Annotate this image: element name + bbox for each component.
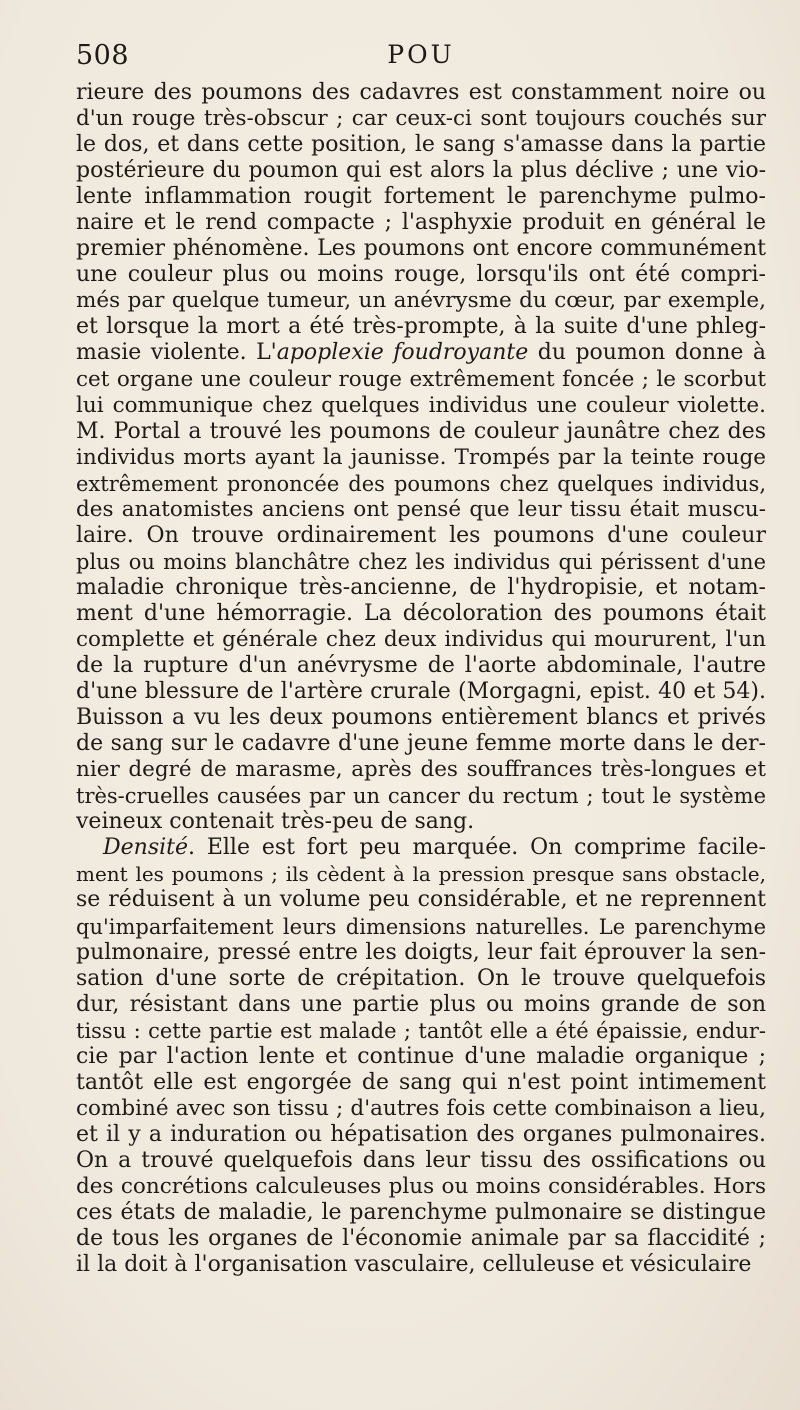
text-line: lui communique chez quelques individus une couleur violette. bbox=[76, 392, 766, 418]
text-line: On a trouvé quelquefois dans leur tissu des ossifications ou bbox=[76, 1147, 766, 1173]
text-line: ment d'une hémorragie. La décoloration des poumons était bbox=[76, 600, 766, 626]
text-line: d'un rouge très-obscur ; car ceux-ci sont toujours couchés sur bbox=[76, 106, 766, 132]
text-line: ment les poumons ; ils cèdent à la pression presque sans obstacle, bbox=[76, 862, 766, 887]
paragraph bbox=[76, 80, 766, 835]
text-line: rieure des poumons des cadavres est constamment noire ou bbox=[76, 80, 766, 105]
text-line: et lorsque la mort a été très-prompte, à la suite d'une phleg- bbox=[76, 314, 766, 340]
text-line: lente inflammation rougit fortement le parenchyme pulmo- bbox=[76, 184, 766, 210]
running-head: POU bbox=[387, 40, 455, 69]
italic-term: Densité bbox=[103, 835, 189, 861]
text-line: sation d'une sorte de crépitation. On le trouve quelquefois bbox=[76, 965, 766, 991]
italic-term: apoplexie foudroyante bbox=[276, 340, 529, 366]
text-line: individus morts ayant la jaunisse. Trompés par la teinte rouge bbox=[76, 444, 766, 470]
text-line: tantôt elle est engorgée de sang qui n'est point intimement bbox=[76, 1069, 766, 1095]
text-line: M. Portal a trouvé les poumons de couleur jaunâtre chez des bbox=[76, 418, 766, 444]
text-line: dur, résistant dans une partie plus ou moins grande de son bbox=[76, 991, 766, 1017]
text-line: ces états de maladie, le parenchyme pulmonaire se distingue bbox=[76, 1200, 766, 1226]
text-line: Buisson a vu les deux poumons entièrement blancs et privés bbox=[76, 705, 766, 731]
text-line: d'une blessure de l'artère crurale (Morgagni, epist. 40 et 54). bbox=[76, 679, 766, 705]
page-header bbox=[76, 40, 766, 80]
text-run: masie violente. L' bbox=[76, 340, 277, 366]
text-run: . Elle est fort peu marquée. On comprime facile- bbox=[188, 835, 766, 861]
text-line: cie par l'action lente et continue d'une maladie organique ; bbox=[76, 1043, 766, 1069]
text-line: maladie chronique très-ancienne, de l'hydropisie, et notam- bbox=[76, 574, 766, 600]
text-line: veineux contenait très-peu de sang. bbox=[76, 809, 475, 835]
text-line: et il y a induration ou hépatisation des organes pulmonaires. bbox=[76, 1121, 766, 1147]
text-line: qu'imparfaitement leurs dimensions naturelles. Le parenchyme bbox=[76, 914, 766, 939]
text-line: des anatomistes anciens ont pensé que leur tissu était muscu- bbox=[76, 496, 766, 522]
text-line: cet organe une couleur rouge extrêmement foncée ; le scorbut bbox=[76, 366, 766, 392]
text-line: combiné avec son tissu ; d'autres fois cette combinaison a lieu, bbox=[76, 1095, 766, 1121]
text-line: de la rupture d'un anévrysme de l'aorte abdominale, l'autre bbox=[76, 653, 766, 679]
page-number: 508 bbox=[76, 40, 130, 71]
text-line: de tous les organes de l'économie animale par sa flaccidité ; bbox=[76, 1226, 766, 1252]
text-line: très-cruelles causées par un cancer du rectum ; tout le système bbox=[76, 784, 766, 809]
paragraph bbox=[76, 835, 766, 1278]
text-line: une couleur plus ou moins rouge, lorsqu'ils ont été compri- bbox=[76, 262, 766, 288]
text-line: le dos, et dans cette position, le sang s'amasse dans la partie bbox=[76, 132, 766, 158]
text-line: il la doit à l'organisation vasculaire, celluleuse et vésiculaire bbox=[76, 1252, 752, 1278]
text-line: de sang sur le cadavre d'une jeune femme morte dans le der- bbox=[76, 731, 766, 757]
text-line: complette et générale chez deux individus qui moururent, l'un bbox=[76, 626, 766, 652]
text-line: laire. On trouve ordinairement les poumons d'une couleur bbox=[76, 522, 766, 548]
body-text bbox=[76, 80, 766, 1278]
text-line: plus ou moins blanchâtre chez les individus qui périssent d'une bbox=[76, 549, 766, 574]
text-line: pulmonaire, pressé entre les doigts, leur fait éprouver la sen- bbox=[76, 939, 766, 965]
text-line: se réduisent à un volume peu considérable, et ne reprennent bbox=[76, 887, 766, 913]
text-line: des concrétions calculeuses plus ou moins considérables. Hors bbox=[76, 1173, 766, 1199]
text-line bbox=[76, 340, 766, 366]
text-line: postérieure du poumon qui est alors la plus déclive ; une vio- bbox=[76, 158, 766, 184]
text-line: nier degré de marasme, après des souffrances très-longues et bbox=[76, 757, 766, 783]
text-line: més par quelque tumeur, un anévrysme du cœur, par exemple, bbox=[76, 288, 766, 314]
text-run: du poumon donne à bbox=[528, 340, 766, 366]
text-line: tissu : cette partie est malade ; tantôt elle a été épaissie, endur- bbox=[76, 1018, 766, 1043]
text-line: extrêmement prononcée des poumons chez quelques individus, bbox=[76, 471, 766, 496]
text-line: naire et le rend compacte ; l'asphyxie produit en général le bbox=[76, 210, 766, 236]
text-line: premier phénomène. Les poumons ont encore communément bbox=[76, 236, 766, 262]
text-line bbox=[76, 835, 766, 861]
